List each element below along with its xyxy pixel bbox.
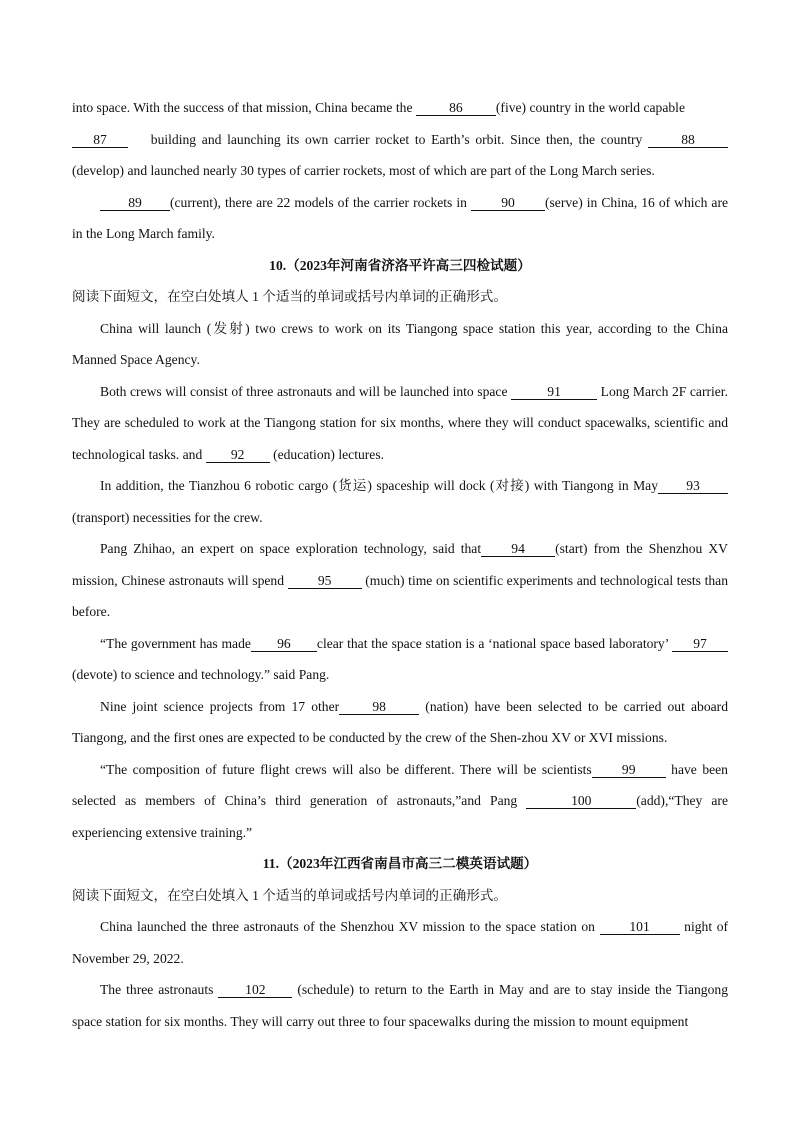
blank-101[interactable]: 101: [600, 919, 680, 935]
q10-paragraph-3: [72, 470, 728, 533]
text: clear that the space station is a ‘national space based laboratory’: [316, 635, 669, 651]
blank-99[interactable]: 99: [592, 762, 666, 778]
q10-paragraph-6: [72, 691, 728, 754]
blank-91[interactable]: 91: [511, 384, 597, 400]
blank-98[interactable]: 98: [339, 699, 419, 715]
q10-paragraph-1: China will launch (发射) two crews to work on its Tiangong space station this year, according to the China Manned Space Agency.: [72, 320, 728, 367]
text: have been selected as members of China’s third generation of astronauts,”and Pang: [72, 761, 728, 808]
text: (much) time on scientific experiments and technological tests than before.: [72, 572, 728, 619]
text: (nation) have been selected to be carried out aboard Tiangong, and the first ones are expected to be conducted by the crew of the Shen-zhou XV or XVI missions.: [72, 698, 728, 745]
q10-paragraph-7: [72, 754, 728, 849]
blank-90[interactable]: 90: [471, 195, 545, 211]
question-10-heading: 10.（2023年河南省济洛平许高三四检试题）: [269, 257, 531, 273]
blank-95[interactable]: 95: [288, 573, 362, 589]
text: building and launching its own carrier rocket to Earth’s orbit. Since then, the country: [150, 131, 643, 147]
q10-paragraph-2: [72, 376, 728, 471]
text: Both crews will consist of three astronauts and will be launched into space: [100, 383, 508, 399]
text: Long March 2F carrier. They are scheduled to work at the Tiangong station for six months, where they will conduct spacewalks, scientific and technological tasks. and: [72, 383, 728, 462]
document-page: [72, 92, 728, 1037]
blank-96[interactable]: 96: [251, 636, 317, 652]
text: (start) from the Shenzhou XV mission, Chinese astronauts will spend: [72, 541, 728, 588]
blank-87[interactable]: 87: [72, 132, 128, 148]
text: The three astronauts: [100, 982, 214, 997]
text: (serve) in China, 16 of which are in the Long March family.: [72, 194, 728, 241]
q10-paragraph-5: [72, 628, 728, 691]
blank-92[interactable]: 92: [206, 447, 270, 463]
blank-88[interactable]: 88: [648, 132, 728, 148]
question-11-instruction: 阅读下面短文，在空白处填入 1 个适当的单词或括号内单词的正确形式。: [72, 887, 507, 903]
blank-89[interactable]: 89: [100, 195, 170, 211]
blank-93[interactable]: 93: [658, 478, 728, 494]
text: into space. With the success of that mission, China became the: [72, 100, 413, 115]
text: (five) country in the world capable: [495, 100, 685, 115]
paragraph-89: [72, 187, 728, 250]
blank-86[interactable]: 86: [416, 100, 496, 116]
text: night of November 29, 2022.: [72, 919, 729, 966]
text: (devote) to science and technology.” said Pang.: [72, 667, 330, 682]
text: China launched the three astronauts of the Shenzhou XV mission to the space station on: [100, 919, 595, 934]
q11-paragraph-2: [72, 974, 728, 1037]
question-11-heading: 11.（2023年江西省南昌市高三二模英语试题）: [262, 856, 538, 871]
text: (schedule) to return to the Earth in May and are to stay inside the Tiangong space station for six months. They will carry out three to four spacewalks during the mission to mount equipment: [72, 982, 728, 1029]
paragraph-87: [72, 124, 728, 187]
blank-102[interactable]: 102: [218, 982, 292, 998]
question-10-instruction: 阅读下面短文，在空白处填人 1 个适当的单词或括号内单词的正确形式。: [72, 289, 507, 304]
paragraph-86: [72, 92, 728, 124]
text: (education) lectures.: [273, 446, 385, 462]
text: (transport) necessities for the crew.: [72, 509, 263, 525]
blank-97[interactable]: 97: [672, 636, 728, 652]
text: Nine joint science projects from 17 other: [100, 698, 340, 714]
q10-paragraph-4: [72, 533, 728, 628]
q11-paragraph-1: [72, 911, 728, 974]
text: (current), there are 22 models of the carrier rockets in: [170, 194, 467, 210]
text: (add),“They are experiencing extensive training.”: [72, 793, 728, 840]
text: In addition, the Tianzhou 6 robotic cargo (货运) spaceship will dock (对接) with Tiangong in May: [100, 478, 658, 493]
text: (develop) and launched nearly 30 types of carrier rockets, most of which are part of the Long March series.: [72, 163, 655, 178]
text: “The government has made: [100, 635, 251, 651]
blank-94[interactable]: 94: [481, 541, 555, 557]
text: “The composition of future flight crews will also be different. There will be scientists: [100, 761, 592, 777]
text: Pang Zhihao, an expert on space exploration technology, said that: [100, 541, 482, 556]
blank-100[interactable]: 100: [526, 793, 636, 809]
